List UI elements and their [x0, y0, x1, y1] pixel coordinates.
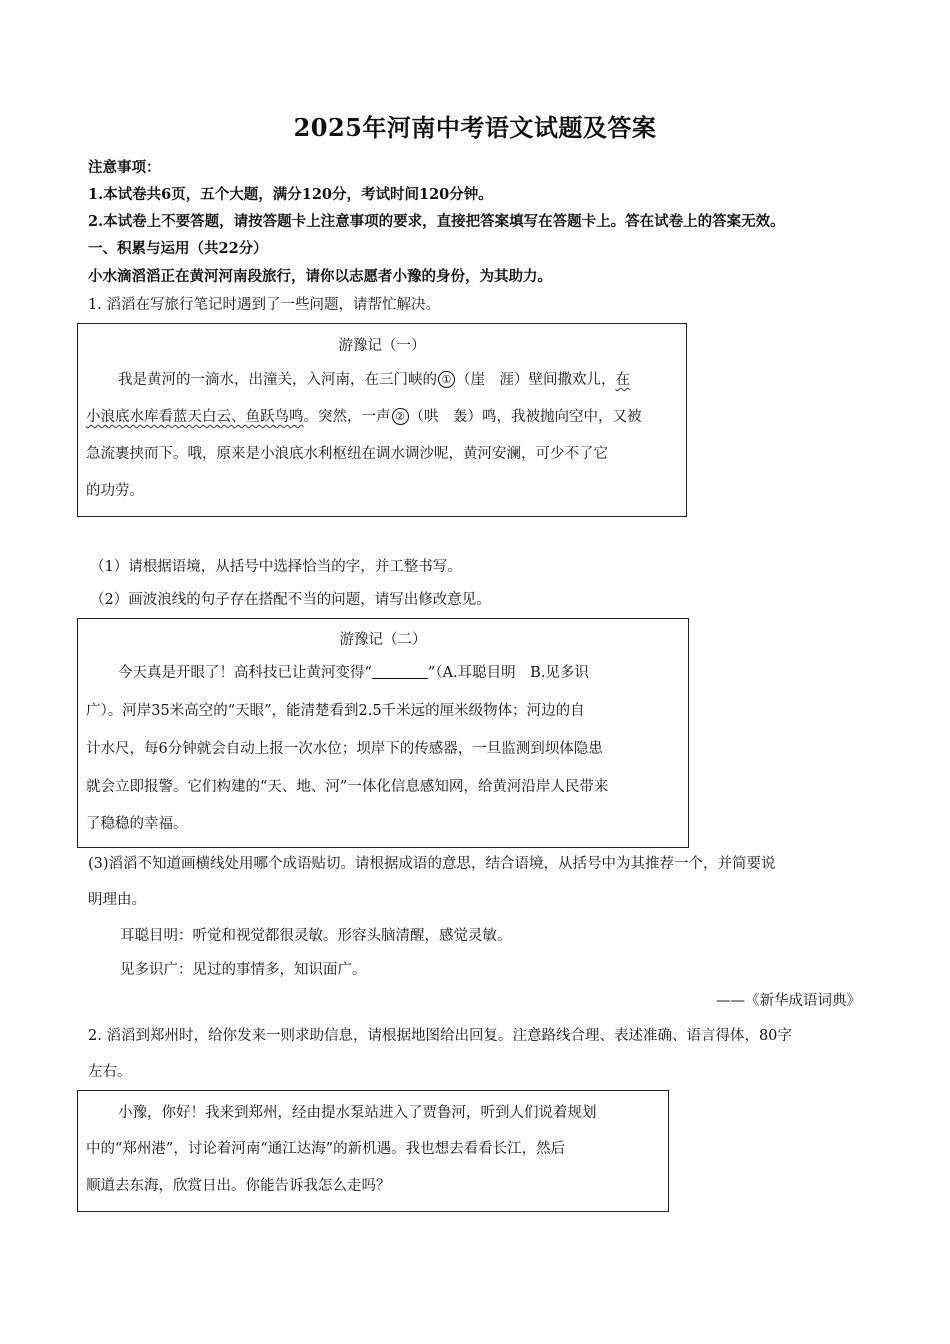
- wavy-sentence-start: 在: [615, 372, 630, 388]
- idiom-definition-2: 见多识广：见过的事情多，知识面广。: [120, 962, 367, 978]
- notice-heading: 注意事项：: [88, 159, 161, 176]
- blank-marker-2: ②: [392, 408, 409, 425]
- box-1-line-3: 急流裹挟而下。哦，原来是小浪底水利枢纽在调水调沙呢，黄河安澜，可少不了它: [86, 446, 608, 462]
- box-2-line-2: 广）。河岸35米高空的“天眼”，能清楚看到2.5千米远的厘米级物体；河边的自: [86, 703, 585, 719]
- message-line-1: 小豫，你好！我来到郑州，经由提水泵站进入了贾鲁河，听到人们说着规划: [118, 1105, 597, 1121]
- page-title: 2025年河南中考语文试题及答案: [293, 113, 657, 142]
- subquestion-2: （2）画波浪线的句子存在搭配不当的问题，请写出修改意见。: [90, 592, 491, 608]
- box-2-line-5: 了稳稳的幸福。: [86, 816, 188, 832]
- wavy-sentence: 小浪底水库看蓝天白云、鱼跃鸟鸣: [86, 409, 304, 425]
- notice-item-1: 1.本试卷共6页，五个大题，满分120分，考试时间120分钟。: [88, 186, 493, 203]
- box-1-line-1-text: 我是黄河的一滴水，出潼关，入河南，在三门峡的: [118, 372, 437, 388]
- idiom-definition-1: 耳聪目明：听觉和视觉都很灵敏。形容头脑清醒，感觉灵敏。: [120, 928, 512, 944]
- subquestion-3-cont: 明理由。: [88, 892, 146, 908]
- box-2-title: 游豫记（二）: [339, 632, 427, 648]
- box-2-line-4: 就会立即报警。它们构建的“天、地、河”一体化信息感知网，给黄河沿岸人民带来: [86, 779, 609, 795]
- box-1-line-1: [118, 368, 630, 389]
- question-2: 2. 滔滔到郑州时，给你发来一则求助信息，请根据地图给出回复。注意路线合理、表述准确、语言得体，80字: [88, 1028, 792, 1044]
- box-1-line-1-choice: （崖 涯）壁间撒欢儿，: [456, 372, 616, 388]
- message-line-3: 顺道去东海，欣赏日出。你能告诉我怎么走吗？: [86, 1178, 391, 1194]
- box-2-line-3: 计水尺，每6分钟就会自动上报一次水位；坝岸下的传感器，一旦监测到坝体隐患: [86, 741, 603, 757]
- box-1-line-2-choice: （哄 轰）鸣，我被抛向空中，又被: [409, 409, 642, 425]
- blank-marker-1: ①: [438, 371, 455, 388]
- box-1-line-4: 的功劳。: [86, 483, 144, 499]
- subquestion-1: （1）请根据语境，从括号中选择恰当的字，并工整书写。: [90, 559, 462, 575]
- box-2-line-1: [118, 661, 589, 682]
- idiom-blank: [372, 664, 428, 679]
- intro-text: 小水滴滔滔正在黄河河南段旅行，请你以志愿者小豫的身份，为其助力。: [88, 268, 552, 285]
- question-1: 1. 滔滔在写旅行笔记时遇到了一些问题，请帮忙解决。: [88, 297, 440, 313]
- travel-note-box-1: [77, 323, 687, 517]
- box-1-line-2: [86, 405, 642, 426]
- question-2-cont: 左右。: [88, 1064, 132, 1080]
- box-1-line-2-text: 。突然，一声: [303, 409, 391, 425]
- subquestion-3: (3)滔滔不知道画横线处用哪个成语贴切。请根据成语的意思，结合语境，从括号中为其推荐一个，并简要说: [88, 856, 776, 872]
- notice-item-2: 2.本试卷上不要答题，请按答题卡上注意事项的要求，直接把答案填写在答题卡上。答在试卷上的答案无效。: [88, 213, 785, 230]
- definition-source: ——《新华成语词典》: [716, 993, 861, 1009]
- box-2-line-1-text: 今天真是开眼了！高科技已让黄河变得“: [118, 665, 372, 681]
- travel-note-box-2: [77, 618, 689, 848]
- help-message-box: [77, 1090, 669, 1212]
- message-line-2: 中的“郑州港”，讨论着河南“通江达海”的新机遇。我也想去看看长江，然后: [86, 1141, 566, 1157]
- box-1-title: 游豫记（一）: [338, 338, 426, 354]
- section-heading: 一、积累与运用（共22分）: [88, 240, 268, 257]
- box-2-line-1-options: ”（A.耳聪目明 B.见多识: [427, 665, 589, 681]
